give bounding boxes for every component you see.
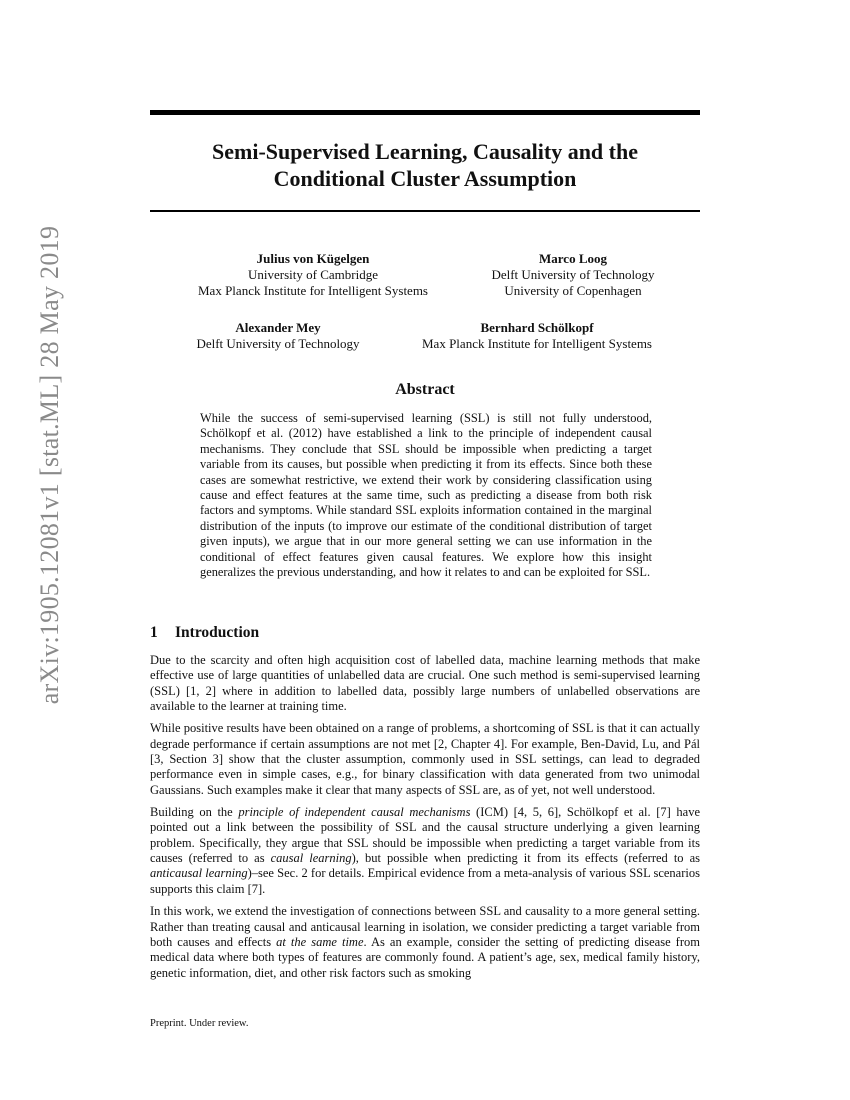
author-block-kugelgen (193, 251, 433, 299)
emphasis-term: anticausal learning (150, 866, 248, 881)
title-bottom-rule (150, 210, 700, 212)
title-line-2: Conditional Cluster Assumption (273, 166, 577, 191)
section-title: Introduction (175, 624, 260, 641)
text-run: . As an example, consider the setting of predicting disease from medical data where both types of features are commonly found. A patient’s age, sex, medical family history, genetic information, diet, and other risk factors such as smoking (150, 934, 700, 980)
emphasis-term: at the same time (276, 934, 364, 949)
author-affiliation: Delft University of Technology (196, 336, 360, 351)
text-run: In this work, we extend the investigation of connections between SSL and causality to a more general setting. Rather than treating causal and anticausal learning in isolation, we consider predicting a target variable from both causes and effects (150, 904, 700, 949)
author-affiliation: University of Cambridge (248, 267, 378, 282)
text-run: ), but possible when predicting it from its effects (referred to as (351, 851, 700, 866)
text-run: (ICM) [4, 5, 6], Schölkopf et al. [7] have pointed out a link between the possibility of SSL and the causal structure underlying a given learning problem. Specifically, they argue that SSL should be impossible when predicting a target variable from its causes (referred to as (150, 805, 700, 866)
author-block-mey (183, 320, 373, 352)
arxiv-sidebar-stamp: arXiv:1905.12081v1 [stat.ML] 28 May 2019 (35, 225, 64, 705)
section-heading-introduction (150, 624, 259, 642)
title-top-rule (150, 110, 700, 115)
text-run: Building on the (150, 805, 239, 820)
paragraph (150, 904, 700, 981)
author-name: Alexander Mey (235, 320, 321, 335)
abstract-heading: Abstract (395, 381, 455, 398)
author-block-scholkopf (413, 320, 661, 352)
author-affiliation: Delft University of Technology (491, 267, 655, 282)
title-line-1: Semi-Supervised Learning, Causality and the (212, 139, 638, 164)
emphasis-term: causal learning (270, 851, 352, 866)
text-run: )–see Sec. 2 for details. Empirical evidence from a meta-analysis of various SSL scenarios supports this claim [7]. (150, 866, 700, 896)
abstract-text: While the success of semi-supervised learning (SSL) is still not fully understood, Schölkopf et al. (2012) have established a link to the principle of independent causal mechanisms. They conclude that SSL should be impossible when predicting a target variable from its causes, but possible when predicting it from its effects. Since both these cases are somewhat restrictive, we extend their work by considering classification using cause and effect features at the same time, such as predicting a disease from both risk factors and symptoms. While standard SSL exploits information contained in the marginal distribution of the inputs (to improve our estimate of the conditional distribution of target given inputs), we argue that in our more general setting we can use information in the conditional of effect features given causal features. We explore how this insight generalizes the previous understanding, and how it relates to and can be exploited for SSL. (200, 411, 652, 580)
introduction-body (150, 653, 700, 988)
author-affiliation: Max Planck Institute for Intelligent Systems (198, 283, 428, 298)
author-affiliation: Max Planck Institute for Intelligent Systems (422, 336, 652, 351)
author-block-loog (473, 251, 673, 299)
paragraph (150, 805, 700, 897)
paper-title (150, 138, 700, 192)
paragraph: While positive results have been obtained on a range of problems, a shortcoming of SSL is that it can actually degrade performance if certain assumptions are not met [2, Chapter 4]. For example, Ben-David, Lu, and Pál [3, Section 3] show that the cluster assumption, commonly used in SSL settings, can lead to degraded performance even in simple cases, e.g., for binary classification with data generated from two unimodal Gaussians. Such examples make it clear that many aspects of SSL are, as of yet, not well understood. (150, 721, 700, 797)
author-name: Marco Loog (539, 251, 607, 266)
emphasis-term: principle of independent causal mechanisms (238, 805, 471, 820)
paragraph: Due to the scarcity and often high acquisition cost of labelled data, machine learning methods that make effective use of large quantities of unlabelled data are crucial. One such method is semi-supervised learning (SSL) [1, 2] where in addition to labelled data, possibly large numbers of unlabelled observations are available to the learner at training time. (150, 653, 700, 714)
author-name: Bernhard Schölkopf (480, 320, 594, 335)
section-number: 1 (150, 624, 158, 641)
author-name: Julius von Kügelgen (256, 251, 370, 266)
author-affiliation: University of Copenhagen (504, 283, 642, 298)
preprint-footer: Preprint. Under review. (150, 1018, 249, 1029)
